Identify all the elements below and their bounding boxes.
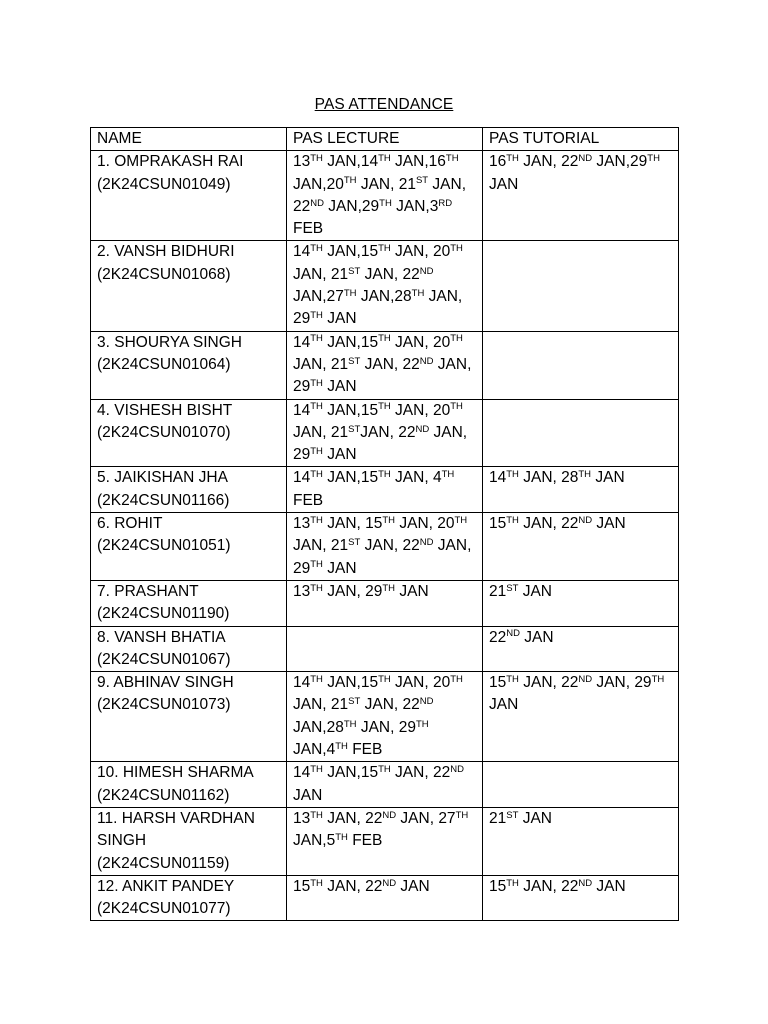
- ordinal-suffix: TH: [310, 333, 323, 345]
- ordinal-suffix: ST: [348, 537, 361, 549]
- ordinal-suffix: ST: [506, 582, 519, 594]
- tutorial-dates: 16TH JAN, 22ND JAN,29TH JAN: [483, 151, 679, 241]
- ordinal-suffix: ST: [348, 423, 361, 435]
- student-cell: [91, 467, 287, 513]
- ordinal-suffix: TH: [310, 764, 323, 776]
- ordinal-suffix: TH: [379, 197, 392, 209]
- student-name: 6. ROHIT: [97, 515, 163, 533]
- tutorial-dates: 15TH JAN, 22ND JAN: [483, 875, 679, 921]
- student-cell: [91, 513, 287, 581]
- student-name: 7. PRASHANT: [97, 582, 199, 600]
- ordinal-suffix: TH: [343, 718, 357, 730]
- student-roll: (2K24CSUN01064): [97, 355, 231, 373]
- student-name: 8. VANSH BHATIA: [97, 628, 226, 646]
- ordinal-suffix: TH: [343, 175, 357, 187]
- student-cell: [91, 399, 287, 467]
- ordinal-suffix: TH: [411, 287, 425, 299]
- tutorial-dates: [483, 762, 679, 808]
- student-roll: (2K24CSUN01166): [97, 491, 230, 509]
- ordinal-suffix: ND: [578, 877, 593, 889]
- ordinal-suffix: ND: [578, 514, 593, 526]
- ordinal-suffix: ND: [310, 197, 324, 209]
- table-row: [91, 241, 679, 331]
- ordinal-suffix: RD: [438, 197, 453, 209]
- ordinal-suffix: TH: [335, 831, 348, 843]
- ordinal-suffix: ND: [506, 628, 520, 640]
- ordinal-suffix: TH: [310, 401, 323, 413]
- ordinal-suffix: TH: [310, 310, 323, 322]
- student-roll: (2K24CSUN01190): [97, 605, 230, 623]
- ordinal-suffix: TH: [378, 764, 391, 776]
- ordinal-suffix: TH: [450, 243, 463, 255]
- student-cell: [91, 331, 287, 399]
- ordinal-suffix: TH: [382, 514, 396, 526]
- ordinal-suffix: ST: [506, 809, 519, 821]
- student-name: 5. JAIKISHAN JHA: [97, 469, 228, 487]
- ordinal-suffix: TH: [310, 582, 323, 594]
- ordinal-suffix: TH: [506, 469, 519, 481]
- student-name: 11. HARSH VARDHAN SINGH: [97, 809, 255, 850]
- tutorial-dates: 15TH JAN, 22ND JAN: [483, 513, 679, 581]
- ordinal-suffix: TH: [450, 673, 463, 685]
- lecture-dates: 14TH JAN,15TH JAN, 20TH JAN, 21STJAN, 22ND JAN, 29TH JAN: [287, 399, 483, 467]
- ordinal-suffix: ND: [415, 423, 430, 435]
- ordinal-suffix: TH: [378, 673, 391, 685]
- table-row: [91, 513, 679, 581]
- ordinal-suffix: TH: [651, 673, 665, 685]
- student-cell: [91, 762, 287, 808]
- tutorial-dates: 15TH JAN, 22ND JAN, 29TH JAN: [483, 672, 679, 762]
- student-roll: (2K24CSUN01077): [97, 900, 231, 918]
- student-name: 2. VANSH BIDHURI: [97, 243, 235, 261]
- ordinal-suffix: TH: [378, 333, 391, 345]
- table-row: [91, 580, 679, 626]
- ordinal-suffix: ND: [419, 265, 434, 277]
- ordinal-suffix: TH: [310, 469, 323, 481]
- header-row: [91, 128, 679, 151]
- ordinal-suffix: TH: [578, 469, 592, 481]
- table-row: [91, 331, 679, 399]
- ordinal-suffix: ST: [415, 175, 429, 187]
- lecture-dates: 13TH JAN, 22ND JAN, 27TH JAN,5TH FEB: [287, 807, 483, 875]
- student-name: 4. VISHESH BISHT: [97, 401, 233, 419]
- ordinal-suffix: TH: [455, 809, 469, 821]
- ordinal-suffix: TH: [310, 243, 323, 255]
- ordinal-suffix: ND: [419, 696, 434, 708]
- table-row: [91, 807, 679, 875]
- student-cell: [91, 807, 287, 875]
- ordinal-suffix: TH: [310, 877, 323, 889]
- tutorial-dates: 14TH JAN, 28TH JAN: [483, 467, 679, 513]
- lecture-dates: 14TH JAN,15TH JAN, 4TH FEB: [287, 467, 483, 513]
- ordinal-suffix: TH: [310, 378, 323, 390]
- lecture-dates: 14TH JAN,15TH JAN, 22ND JAN: [287, 762, 483, 808]
- ordinal-suffix: TH: [415, 718, 429, 730]
- header-tutorial: PAS TUTORIAL: [483, 128, 679, 151]
- student-roll: (2K24CSUN01049): [97, 175, 231, 193]
- student-roll: (2K24CSUN01070): [97, 423, 231, 441]
- student-cell: [91, 875, 287, 921]
- document-title: PAS ATTENDANCE: [314, 96, 454, 113]
- ordinal-suffix: TH: [310, 809, 323, 821]
- lecture-dates: 14TH JAN,15TH JAN, 20TH JAN, 21ST JAN, 22ND JAN,27TH JAN,28TH JAN, 29TH JAN: [287, 241, 483, 331]
- ordinal-suffix: ND: [419, 537, 434, 549]
- ordinal-suffix: TH: [310, 445, 323, 457]
- ordinal-suffix: ND: [382, 877, 397, 889]
- ordinal-suffix: TH: [450, 401, 463, 413]
- ordinal-suffix: TH: [506, 514, 519, 526]
- ordinal-suffix: TH: [310, 153, 323, 165]
- ordinal-suffix: TH: [378, 153, 391, 165]
- ordinal-suffix: ND: [382, 809, 397, 821]
- student-cell: [91, 672, 287, 762]
- table-row: [91, 467, 679, 513]
- table-row: [91, 399, 679, 467]
- ordinal-suffix: ND: [450, 764, 464, 776]
- ordinal-suffix: TH: [378, 243, 391, 255]
- ordinal-suffix: ST: [348, 265, 361, 277]
- student-name: 10. HIMESH SHARMA: [97, 764, 254, 782]
- ordinal-suffix: TH: [378, 401, 391, 413]
- ordinal-suffix: TH: [378, 469, 391, 481]
- student-roll: (2K24CSUN01073): [97, 696, 231, 714]
- student-cell: [91, 626, 287, 672]
- ordinal-suffix: TH: [506, 877, 519, 889]
- ordinal-suffix: TH: [647, 153, 660, 165]
- student-name: 12. ANKIT PANDEY: [97, 877, 235, 895]
- header-name: NAME: [91, 128, 287, 151]
- student-cell: [91, 241, 287, 331]
- table-row: [91, 672, 679, 762]
- student-name: 3. SHOURYA SINGH: [97, 333, 242, 351]
- ordinal-suffix: TH: [445, 153, 459, 165]
- ordinal-suffix: ND: [578, 673, 593, 685]
- student-name: 9. ABHINAV SINGH: [97, 674, 234, 692]
- tutorial-dates: 21ST JAN: [483, 580, 679, 626]
- ordinal-suffix: TH: [382, 582, 396, 594]
- student-cell: [91, 580, 287, 626]
- student-name: 1. OMPRAKASH RAI: [97, 153, 244, 171]
- ordinal-suffix: TH: [454, 514, 468, 526]
- ordinal-suffix: ND: [419, 355, 434, 367]
- student-roll: (2K24CSUN01051): [97, 537, 231, 555]
- ordinal-suffix: TH: [343, 287, 357, 299]
- ordinal-suffix: ND: [578, 153, 593, 165]
- ordinal-suffix: ST: [348, 696, 361, 708]
- ordinal-suffix: TH: [506, 673, 519, 685]
- student-cell: [91, 151, 287, 241]
- table-row: [91, 762, 679, 808]
- lecture-dates: 14TH JAN,15TH JAN, 20TH JAN, 21ST JAN, 22ND JAN, 29TH JAN: [287, 331, 483, 399]
- tutorial-dates: [483, 241, 679, 331]
- ordinal-suffix: TH: [310, 673, 323, 685]
- header-lecture: PAS LECTURE: [287, 128, 483, 151]
- ordinal-suffix: ST: [348, 355, 361, 367]
- ordinal-suffix: TH: [310, 514, 323, 526]
- ordinal-suffix: TH: [310, 559, 323, 571]
- student-roll: (2K24CSUN01162): [97, 786, 230, 804]
- lecture-dates: [287, 626, 483, 672]
- student-roll: (2K24CSUN01159): [97, 854, 230, 872]
- ordinal-suffix: TH: [450, 333, 463, 345]
- tutorial-dates: 22ND JAN: [483, 626, 679, 672]
- ordinal-suffix: TH: [335, 740, 348, 752]
- tutorial-dates: [483, 331, 679, 399]
- table-row: [91, 151, 679, 241]
- tutorial-dates: [483, 399, 679, 467]
- lecture-dates: 13TH JAN, 29TH JAN: [287, 580, 483, 626]
- lecture-dates: 13TH JAN, 15TH JAN, 20TH JAN, 21ST JAN, 22ND JAN, 29TH JAN: [287, 513, 483, 581]
- tutorial-dates: 21ST JAN: [483, 807, 679, 875]
- lecture-dates: 13TH JAN,14TH JAN,16TH JAN,20TH JAN, 21ST JAN, 22ND JAN,29TH JAN,3RD FEB: [287, 151, 483, 241]
- table-row: [91, 875, 679, 921]
- table-row: [91, 626, 679, 672]
- lecture-dates: 15TH JAN, 22ND JAN: [287, 875, 483, 921]
- lecture-dates: 14TH JAN,15TH JAN, 20TH JAN, 21ST JAN, 22ND JAN,28TH JAN, 29TH JAN,4TH FEB: [287, 672, 483, 762]
- ordinal-suffix: TH: [441, 469, 455, 481]
- attendance-table: [90, 127, 679, 921]
- student-roll: (2K24CSUN01067): [97, 650, 231, 668]
- student-roll: (2K24CSUN01068): [97, 265, 231, 283]
- ordinal-suffix: TH: [506, 153, 519, 165]
